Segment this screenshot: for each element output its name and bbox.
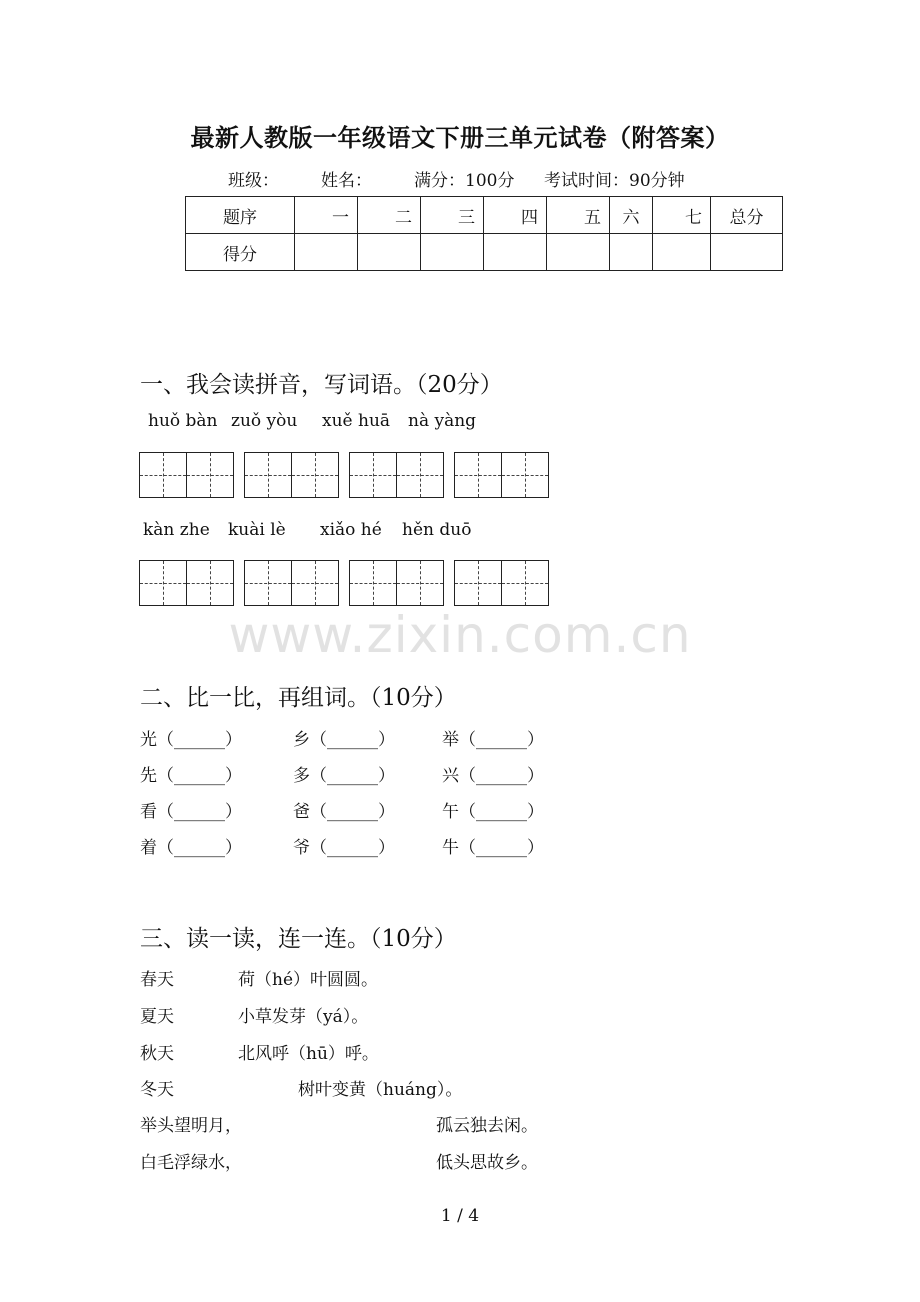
phrase-label: 树叶变黄（huáng）。 <box>298 1080 463 1100</box>
full-score-label: 满分：100分 <box>414 171 515 191</box>
pinyin-label: zuǒ yòu <box>231 411 298 431</box>
table-header-cell: 七 <box>653 197 711 234</box>
table-header-cell: 五 <box>547 197 610 234</box>
score-table-header-row <box>186 197 783 234</box>
season-label: 春天 <box>140 970 174 990</box>
pinyin-label: hěn duō <box>402 520 472 540</box>
name-label: 姓名： <box>321 171 372 191</box>
pinyin-label: kuài lè <box>228 520 286 540</box>
score-cell <box>421 234 484 271</box>
score-cell <box>484 234 547 271</box>
writing-grid-row <box>139 560 559 606</box>
writing-box[interactable] <box>454 452 549 498</box>
phrase-label: 荷（hé）叶圆圆。 <box>238 970 379 990</box>
section1-title: 一、我会读拼音，写词语。（20分） <box>140 372 503 398</box>
score-cell <box>711 234 783 271</box>
score-cell <box>295 234 358 271</box>
word-blank: 光（______） <box>140 730 242 750</box>
writing-box[interactable] <box>349 560 444 606</box>
score-table-score-row <box>186 234 783 271</box>
page-number: 1 / 4 <box>440 1206 480 1226</box>
exam-time-label: 考试时间：90分钟 <box>544 171 685 191</box>
writing-box[interactable] <box>454 560 549 606</box>
season-label: 夏天 <box>140 1007 174 1027</box>
section2-title: 二、比一比，再组词。（10分） <box>140 685 457 711</box>
word-blank: 午（______） <box>442 802 544 822</box>
phrase-label: 北风呼（hū）呼。 <box>238 1044 379 1064</box>
pinyin-label: xiǎo hé <box>320 520 382 540</box>
table-header-cell: 题序 <box>186 197 295 234</box>
word-blank: 举（______） <box>442 730 544 750</box>
pinyin-label: nà yàng <box>408 411 477 431</box>
pinyin-label: kàn zhe <box>143 520 210 540</box>
poem-line-right: 孤云独去闲。 <box>436 1116 538 1136</box>
score-cell <box>547 234 610 271</box>
score-table <box>185 196 783 271</box>
word-blank: 爷（______） <box>293 838 395 858</box>
word-blank: 多（______） <box>293 766 395 786</box>
section3-title: 三、读一读，连一连。（10分） <box>140 926 457 952</box>
season-label: 冬天 <box>140 1080 174 1100</box>
word-blank: 着（______） <box>140 838 242 858</box>
score-cell <box>358 234 421 271</box>
table-header-cell: 四 <box>484 197 547 234</box>
poem-line-right: 低头思故乡。 <box>436 1153 538 1173</box>
score-row-label: 得分 <box>186 234 295 271</box>
table-header-cell: 总分 <box>711 197 783 234</box>
table-header-cell: 二 <box>358 197 421 234</box>
word-blank: 爸（______） <box>293 802 395 822</box>
writing-box[interactable] <box>349 452 444 498</box>
writing-grid-row <box>139 452 559 498</box>
score-cell <box>653 234 711 271</box>
page-title: 最新人教版一年级语文下册三单元试卷（附答案） <box>190 123 730 152</box>
poem-line-left: 白毛浮绿水， <box>140 1153 242 1173</box>
writing-box[interactable] <box>244 452 339 498</box>
word-blank: 牛（______） <box>442 838 544 858</box>
pinyin-label: huǒ bàn <box>148 411 218 431</box>
table-header-cell: 三 <box>421 197 484 234</box>
class-label: 班级： <box>228 171 279 191</box>
word-blank: 乡（______） <box>293 730 395 750</box>
score-cell <box>610 234 653 271</box>
writing-box[interactable] <box>139 560 234 606</box>
word-blank: 先（______） <box>140 766 242 786</box>
poem-line-left: 举头望明月， <box>140 1116 242 1136</box>
table-header-cell: 六 <box>610 197 653 234</box>
writing-box[interactable] <box>244 560 339 606</box>
pinyin-label: xuě huā <box>322 411 391 431</box>
writing-box[interactable] <box>139 452 234 498</box>
word-blank: 兴（______） <box>442 766 544 786</box>
word-blank: 看（______） <box>140 802 242 822</box>
table-header-cell: 一 <box>295 197 358 234</box>
watermark: www.zixin.com.cn <box>228 606 692 664</box>
phrase-label: 小草发芽（yá）。 <box>238 1007 369 1027</box>
season-label: 秋天 <box>140 1044 174 1064</box>
